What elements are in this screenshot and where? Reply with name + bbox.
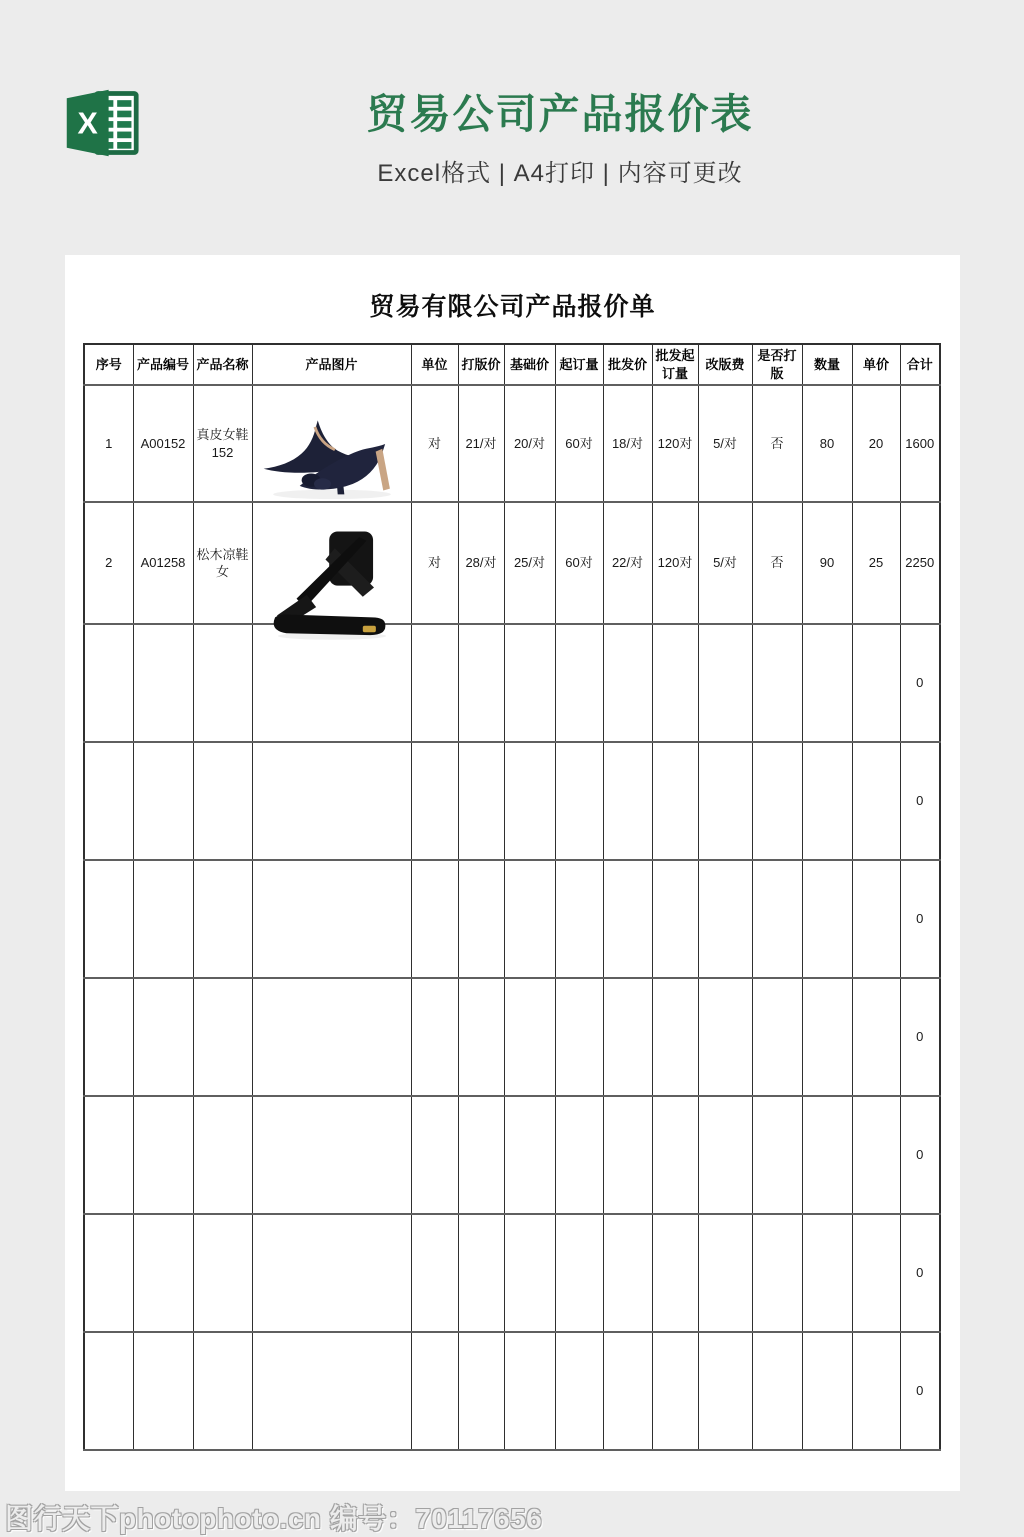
empty-row — [84, 1214, 940, 1332]
table-cell — [84, 742, 133, 860]
table-cell — [252, 624, 411, 742]
table-cell: 否 — [752, 385, 802, 502]
col-header-base-price: 基础价 — [504, 344, 555, 385]
col-header-seq: 序号 — [84, 344, 133, 385]
table-cell — [193, 860, 252, 978]
table-cell — [555, 1096, 603, 1214]
table-cell — [752, 978, 802, 1096]
table-cell — [133, 1332, 193, 1450]
col-header-unit-price: 单价 — [852, 344, 900, 385]
table-cell — [752, 1214, 802, 1332]
table-cell: 21/对 — [458, 385, 504, 502]
table-cell: 2 — [84, 502, 133, 624]
table-cell — [852, 860, 900, 978]
table-cell — [603, 1332, 652, 1450]
table-cell — [411, 860, 458, 978]
table-cell — [555, 1332, 603, 1450]
table-cell — [603, 1096, 652, 1214]
table-cell — [252, 978, 411, 1096]
col-header-wholesale-price: 批发价 — [603, 344, 652, 385]
table-cell — [504, 1214, 555, 1332]
table-cell: A01258 — [133, 502, 193, 624]
table-cell — [802, 1096, 852, 1214]
table-cell: 80 — [802, 385, 852, 502]
document-sheet — [65, 255, 960, 1491]
table-cell: 25 — [852, 502, 900, 624]
table-cell — [504, 1096, 555, 1214]
table-cell — [193, 978, 252, 1096]
table-cell — [458, 1096, 504, 1214]
table-cell — [852, 978, 900, 1096]
table-cell — [84, 624, 133, 742]
table-cell — [603, 1214, 652, 1332]
table-cell — [603, 860, 652, 978]
table-cell — [133, 624, 193, 742]
table-cell — [458, 624, 504, 742]
black-ankle-strap-sandal-photo — [262, 519, 402, 641]
table-cell: 5/对 — [698, 502, 752, 624]
table-cell: 28/对 — [458, 502, 504, 624]
table-cell — [458, 978, 504, 1096]
table-cell — [652, 742, 698, 860]
table-cell — [852, 1096, 900, 1214]
table-cell — [555, 978, 603, 1096]
navy-high-heel-pumps-photo — [256, 389, 408, 501]
table-cell: 松木凉鞋女 — [193, 502, 252, 624]
table-cell — [411, 624, 458, 742]
table-cell — [652, 1096, 698, 1214]
total-cell: 0 — [900, 742, 940, 860]
empty-row — [84, 1332, 940, 1450]
table-cell — [652, 624, 698, 742]
table-cell: 18/对 — [603, 385, 652, 502]
table-cell — [852, 1332, 900, 1450]
table-cell — [652, 1214, 698, 1332]
table-cell — [193, 1096, 252, 1214]
table-cell: 对 — [411, 385, 458, 502]
table-cell — [458, 742, 504, 860]
table-cell — [802, 624, 852, 742]
quotation-table — [83, 343, 941, 1451]
table-cell — [411, 1332, 458, 1450]
table-cell — [193, 1332, 252, 1450]
total-cell: 0 — [900, 978, 940, 1096]
table-cell — [252, 742, 411, 860]
table-cell — [133, 978, 193, 1096]
table-cell: 否 — [752, 502, 802, 624]
table-cell — [411, 1096, 458, 1214]
table-cell — [133, 742, 193, 860]
excel-logo-graphic — [62, 84, 140, 162]
table-cell — [411, 742, 458, 860]
table-cell — [652, 860, 698, 978]
table-cell — [802, 742, 852, 860]
excel-icon-letter: X — [77, 106, 98, 141]
table-cell — [193, 742, 252, 860]
table-cell: 120对 — [652, 385, 698, 502]
table-title: 贸易有限公司产品报价单 — [369, 293, 656, 321]
table-cell — [698, 978, 752, 1096]
table-cell — [555, 860, 603, 978]
table-cell: 对 — [411, 502, 458, 624]
product-row — [84, 385, 940, 502]
table-cell: 120对 — [652, 502, 698, 624]
table-cell — [698, 1332, 752, 1450]
col-header-moq: 起订量 — [555, 344, 603, 385]
table-cell: 真皮女鞋152 — [193, 385, 252, 502]
page-header — [160, 92, 960, 188]
table-cell — [411, 1214, 458, 1332]
table-cell — [252, 1214, 411, 1332]
table-cell — [852, 1214, 900, 1332]
table-cell — [504, 742, 555, 860]
table-cell — [802, 1332, 852, 1450]
table-cell — [555, 624, 603, 742]
table-cell — [133, 860, 193, 978]
table-cell: 60对 — [555, 502, 603, 624]
table-cell — [133, 1096, 193, 1214]
col-header-code: 产品编号 — [133, 344, 193, 385]
total-cell: 0 — [900, 624, 940, 742]
table-cell — [802, 978, 852, 1096]
header-row — [84, 344, 940, 385]
empty-row — [84, 624, 940, 742]
col-header-wholesale-moq: 批发起订量 — [652, 344, 698, 385]
table-cell — [84, 1214, 133, 1332]
table-cell — [698, 1214, 752, 1332]
table-cell — [252, 1332, 411, 1450]
table-cell — [698, 860, 752, 978]
table-cell — [193, 1214, 252, 1332]
table-cell: A00152 — [133, 385, 193, 502]
col-header-need-mold: 是否打版 — [752, 344, 802, 385]
empty-row — [84, 742, 940, 860]
table-cell: 1 — [84, 385, 133, 502]
table-cell — [752, 742, 802, 860]
table-cell — [852, 624, 900, 742]
table-cell — [698, 742, 752, 860]
table-cell: 20 — [852, 385, 900, 502]
product-image-cell — [252, 385, 411, 502]
table-cell — [603, 978, 652, 1096]
total-cell: 0 — [900, 1214, 940, 1332]
table-cell — [752, 860, 802, 978]
table-cell — [603, 742, 652, 860]
page-title: 贸易公司产品报价表 — [366, 91, 754, 137]
table-cell: 20/对 — [504, 385, 555, 502]
table-cell — [193, 624, 252, 742]
table-cell — [458, 860, 504, 978]
table-cell — [252, 1096, 411, 1214]
excel-logo-icon — [62, 84, 140, 162]
table-cell — [752, 1096, 802, 1214]
table-cell — [84, 1332, 133, 1450]
table-cell — [84, 978, 133, 1096]
col-header-qty: 数量 — [802, 344, 852, 385]
total-cell: 0 — [900, 1096, 940, 1214]
col-header-name: 产品名称 — [193, 344, 252, 385]
site-watermark: 图行天下photophoto.cn 编号：70117656 — [5, 1503, 543, 1534]
empty-row — [84, 860, 940, 978]
table-cell — [802, 860, 852, 978]
table-cell: 60对 — [555, 385, 603, 502]
table-cell — [555, 1214, 603, 1332]
table-cell — [555, 742, 603, 860]
table-cell — [504, 978, 555, 1096]
col-header-image: 产品图片 — [252, 344, 411, 385]
table-cell: 2250 — [900, 502, 940, 624]
table-cell — [698, 1096, 752, 1214]
total-cell: 0 — [900, 1332, 940, 1450]
col-header-revision-fee: 改版费 — [698, 344, 752, 385]
table-cell — [504, 624, 555, 742]
table-cell: 1600 — [900, 385, 940, 502]
table-cell — [84, 1096, 133, 1214]
product-row — [84, 502, 940, 624]
table-cell: 90 — [802, 502, 852, 624]
table-cell — [458, 1332, 504, 1450]
table-cell — [603, 624, 652, 742]
table-cell: 22/对 — [603, 502, 652, 624]
table-cell — [133, 1214, 193, 1332]
table-cell — [698, 624, 752, 742]
product-image-cell — [252, 502, 411, 624]
table-cell — [458, 1214, 504, 1332]
table-cell — [504, 1332, 555, 1450]
total-cell: 0 — [900, 860, 940, 978]
table-cell — [504, 860, 555, 978]
page-subtitle: Excel格式 | A4打印 | 内容可更改 — [377, 160, 743, 188]
table-cell — [252, 860, 411, 978]
table-cell — [84, 860, 133, 978]
table-cell — [652, 978, 698, 1096]
empty-row — [84, 978, 940, 1096]
col-header-mold-price: 打版价 — [458, 344, 504, 385]
col-header-total: 合计 — [900, 344, 940, 385]
table-cell — [802, 1214, 852, 1332]
table-cell: 25/对 — [504, 502, 555, 624]
table-cell: 5/对 — [698, 385, 752, 502]
table-cell — [652, 1332, 698, 1450]
col-header-unit: 单位 — [411, 344, 458, 385]
table-cell — [411, 978, 458, 1096]
table-cell — [752, 624, 802, 742]
table-cell — [752, 1332, 802, 1450]
table-cell — [852, 742, 900, 860]
empty-row — [84, 1096, 940, 1214]
